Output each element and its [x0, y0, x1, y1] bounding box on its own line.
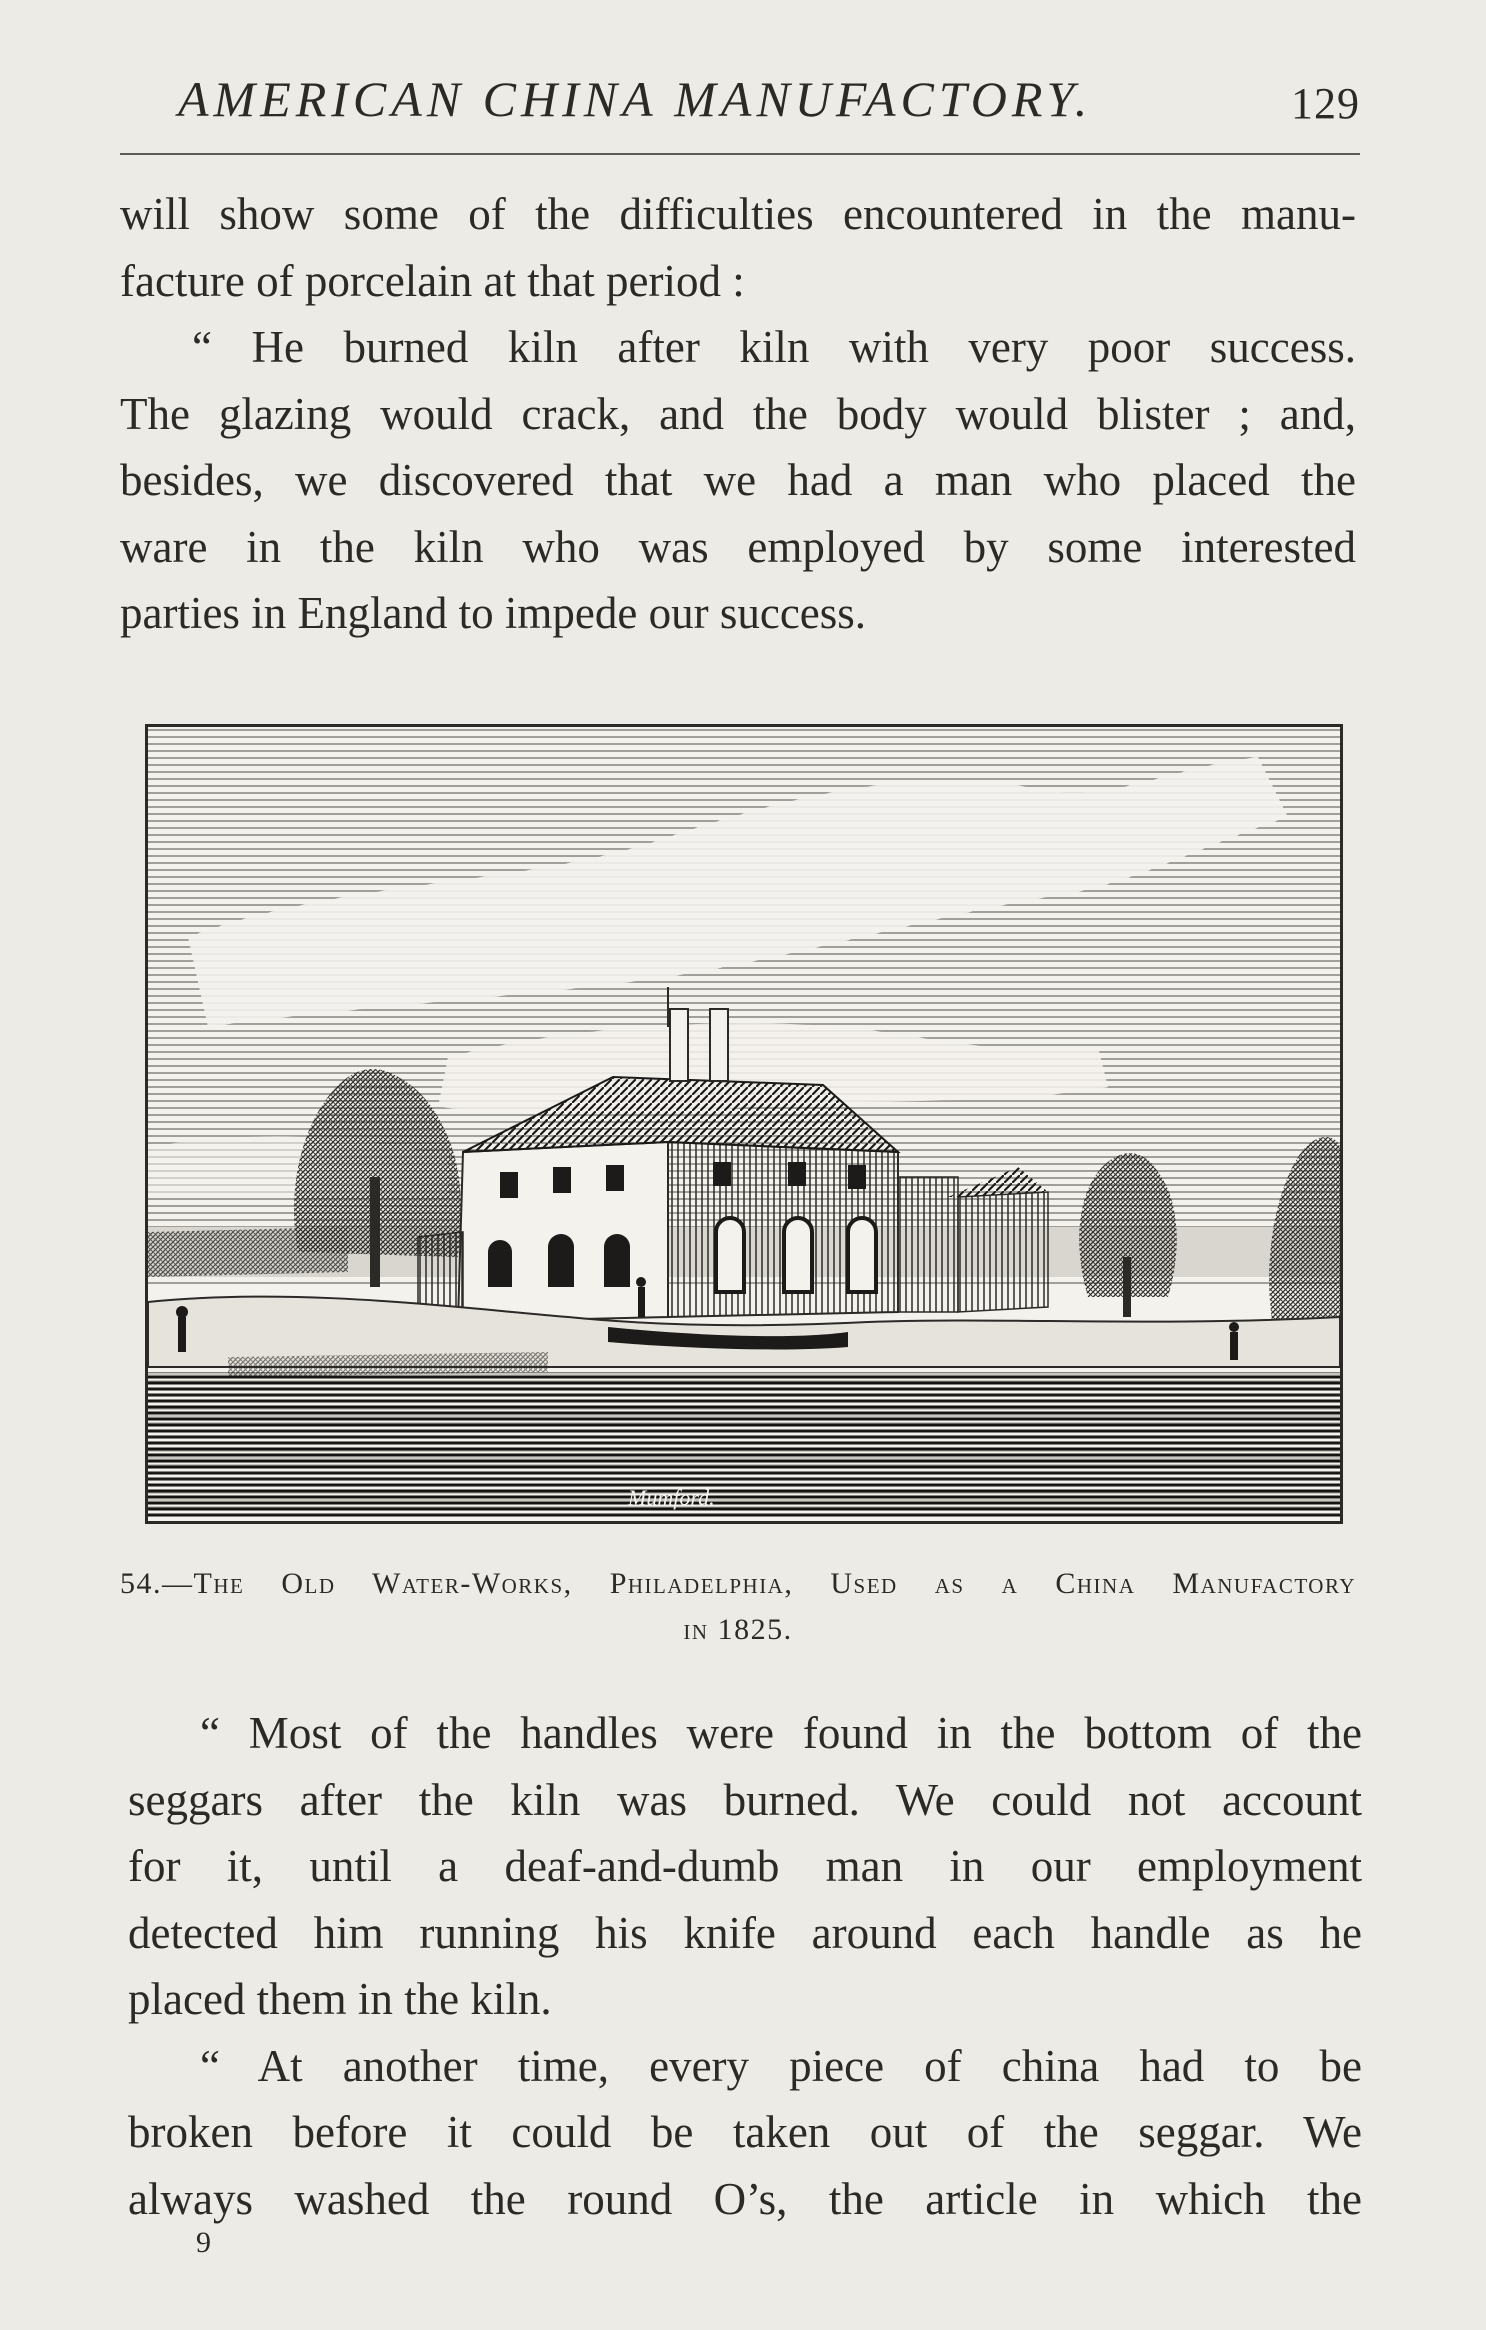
text-line: “ Most of the handles were found in the bottom of the: [200, 1708, 1362, 1758]
caption-line: in 1825.: [683, 1613, 793, 1646]
text-line: The glazing would crack, and the body would blister ; and,: [120, 388, 1356, 439]
engraving-illustration: [145, 724, 1343, 1524]
text-line: always washed the round O’s, the article in which the: [128, 2173, 1362, 2224]
text-line: “ He burned kiln after kiln with very poor success.: [192, 322, 1356, 372]
top-text: [120, 181, 1356, 647]
paragraph: [128, 2033, 1362, 2233]
text-line: facture of porcelain at that period :: [120, 255, 745, 306]
text-line: placed them in the kiln.: [128, 1974, 552, 2024]
running-header: [120, 70, 1360, 150]
paragraph: [120, 181, 1356, 314]
text-line: broken before it could be taken out of the seggar. We: [128, 2107, 1362, 2157]
text-line: besides, we discovered that we had a man who placed the: [120, 455, 1356, 505]
figure-caption: [120, 1561, 1356, 1653]
text-line: will show some of the difficulties encountered in the manu-: [120, 189, 1356, 239]
text-line: parties in England to impede our success.: [120, 588, 867, 638]
signature-mark: 9: [196, 2226, 211, 2259]
text-line: for it, until a deaf-and-dumb man in our employment: [128, 1841, 1362, 1891]
text-line: seggars after the kiln was burned. We could not account: [128, 1774, 1362, 1825]
running-head: AMERICAN CHINA MANUFACTORY.: [178, 71, 1093, 127]
paragraph: [120, 314, 1356, 647]
paragraph: [128, 1700, 1362, 2033]
text-line: detected him running his knife around each handle as he: [128, 1907, 1362, 1958]
caption-line: 54.—The Old Water-Works, Philadelphia, Used as a China Manufactory: [120, 1567, 1356, 1600]
engraver-signature: Mumford.: [628, 1485, 715, 1510]
text-line: “ At another time, every piece of china had to be: [200, 2040, 1362, 2091]
bottom-text: [128, 1700, 1362, 2232]
text-line: ware in the kiln who was employed by some interested: [120, 521, 1356, 572]
page-number: 129: [1291, 79, 1360, 128]
header-rule: [120, 153, 1360, 155]
